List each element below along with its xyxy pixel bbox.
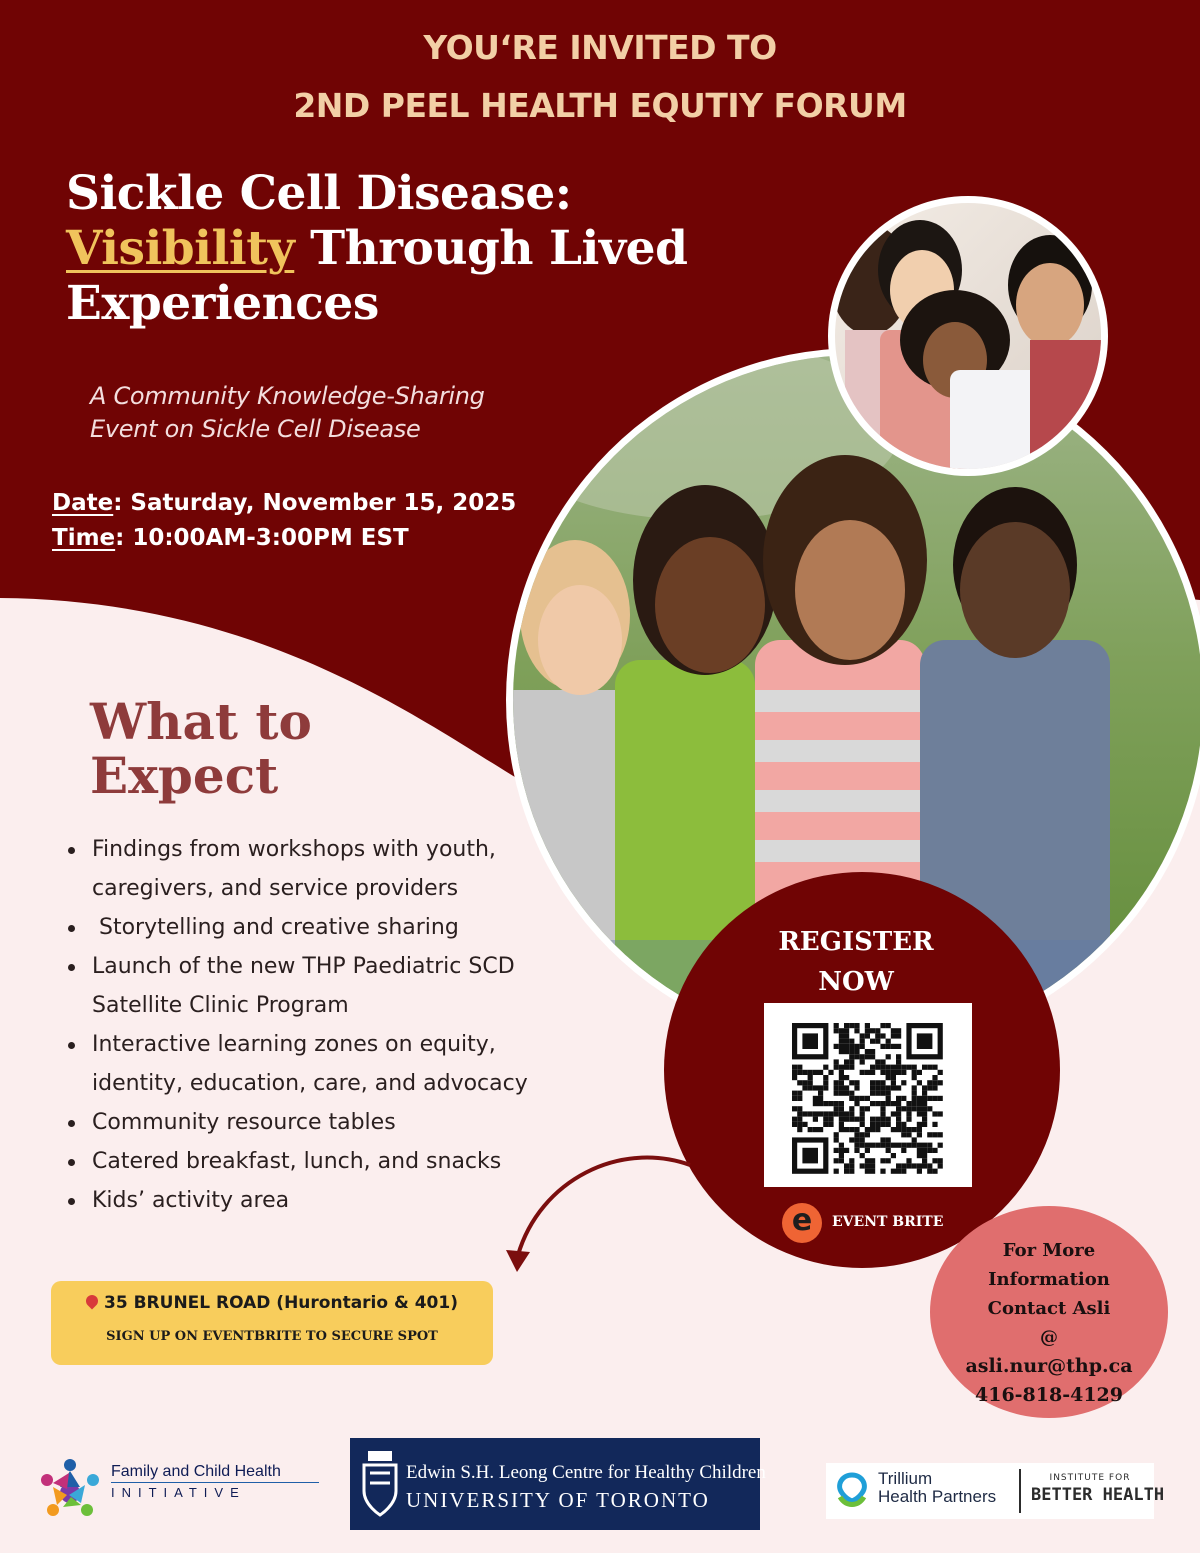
list-item: Kids’ activity area — [60, 1181, 530, 1220]
register-heading — [740, 922, 972, 1002]
title-line-2 — [66, 221, 687, 276]
invite-line-1: YOU‘RE INVITED TO — [423, 28, 777, 67]
list-item: Storytelling and creative sharing — [60, 908, 530, 947]
what-to-expect-heading — [90, 692, 312, 805]
expect-list — [60, 830, 530, 1220]
curved-arrow — [518, 1158, 690, 1255]
subtitle-line-2: Event on Sickle Cell Disease — [90, 415, 421, 443]
uoft-centre-name: Edwin S.H. Leong Centre for Healthy Children — [406, 1462, 766, 1483]
thp-line-2: Health Partners — [878, 1487, 997, 1506]
invite-line-2: 2ND PEEL HEALTH EQUTIY FORUM — [293, 86, 907, 125]
date-label: Date — [52, 490, 114, 516]
ibh-line-2: BETTER HEALTH — [1031, 1485, 1165, 1505]
qr-code-frame — [764, 1003, 972, 1187]
register-line-2: NOW — [818, 967, 894, 997]
thp-line-1: Trillium — [878, 1469, 933, 1488]
list-item: Interactive learning zones on equity, identity, education, care, and advocacy — [60, 1025, 530, 1103]
fchi-name: Family and Child Health — [111, 1463, 281, 1480]
location-address — [51, 1293, 493, 1313]
thp-name — [878, 1469, 996, 1507]
event-time — [52, 525, 409, 551]
map-pin-icon — [84, 1293, 101, 1310]
list-item: Catered breakfast, lunch, and snacks — [60, 1142, 530, 1181]
thp-ibh-logo — [826, 1463, 1165, 1519]
eventbrite-icon: e — [782, 1203, 822, 1243]
subtitle-line-1: A Community Knowledge-Sharing — [90, 382, 485, 410]
contact-line-3: Contact Asli — [987, 1298, 1111, 1319]
trillium-icon — [832, 1471, 872, 1511]
title-line-2-rest: Through Lived — [294, 221, 688, 276]
contact-bubble — [930, 1206, 1168, 1418]
ibh-line-1: INSTITUTE FOR — [1049, 1473, 1131, 1483]
uoft-logo — [350, 1438, 766, 1530]
expect-heading-line-2: Expect — [90, 746, 279, 805]
fchi-initiative: INITIATIVE — [111, 1485, 246, 1500]
contact-at: @ — [1040, 1327, 1058, 1348]
time-value: : 10:00AM-3:00PM EST — [115, 525, 409, 551]
qr-code[interactable] — [764, 1003, 972, 1187]
title-highlight: Visibility — [66, 221, 295, 276]
list-item: Launch of the new THP Paediatric SCD Satellite Clinic Program — [60, 947, 530, 1025]
time-label: Time — [52, 525, 116, 551]
fchi-star-icon — [35, 1455, 105, 1525]
uoft-university-name: UNIVERSITY OF TORONTO — [406, 1488, 710, 1512]
uoft-crest-icon — [360, 1449, 400, 1519]
list-item: Findings from workshops with youth, caregivers, and service providers — [60, 830, 530, 908]
address-text: 35 BRUNEL ROAD (Hurontario & 401) — [104, 1293, 458, 1313]
list-item: Community resource tables — [60, 1103, 530, 1142]
contact-email[interactable]: asli.nur@thp.ca — [965, 1355, 1133, 1377]
title-line-1: Sickle Cell Disease: — [66, 166, 572, 221]
event-date — [52, 490, 516, 516]
event-subtitle — [90, 380, 485, 446]
contact-line-2: Information — [988, 1269, 1110, 1290]
register-line-1: REGISTER — [778, 927, 934, 957]
expect-heading-line-1: What to — [90, 692, 312, 751]
contact-phone[interactable]: 416-818-4129 — [975, 1384, 1123, 1406]
date-value: : Saturday, November 15, 2025 — [113, 490, 517, 516]
title-line-3: Experiences — [66, 276, 379, 331]
contact-line-1: For More — [1002, 1240, 1096, 1261]
eventbrite-label: EVENT BRITE — [832, 1214, 944, 1230]
location-box — [51, 1281, 493, 1365]
location-note: SIGN UP ON EVENTBRITE TO SECURE SPOT — [106, 1329, 438, 1344]
event-title — [66, 166, 687, 331]
